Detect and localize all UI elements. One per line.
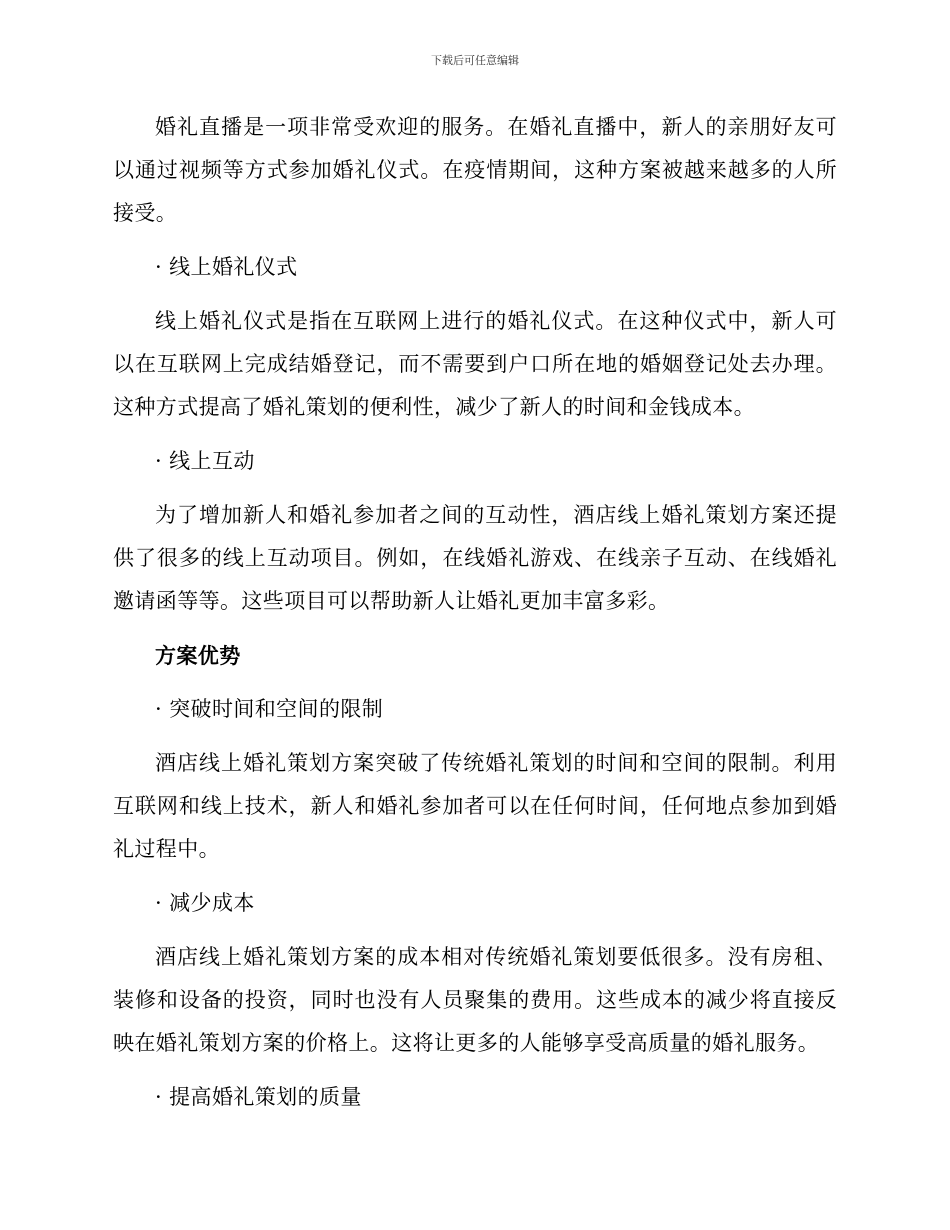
paragraph-online-interaction: 为了增加新人和婚礼参加者之间的互动性，酒店线上婚礼策划方案还提供了很多的线上互动项目。例如，在线婚礼游戏、在线亲子互动、在线婚礼邀请函等等。这些项目可以帮助新人让婚礼更加丰富多彩。 xyxy=(113,503,837,613)
page-header: 下载后可任意编辑 xyxy=(431,54,519,67)
paragraph-break-limits: 酒店线上婚礼策划方案突破了传统婚礼策划的时间和空间的限制。利用互联网和线上技术，新人和婚礼参加者可以在任何时间，任何地点参加到婚礼过程中。 xyxy=(113,751,837,861)
bullet-break-limits: · 突破时间和空间的限制 xyxy=(155,697,384,721)
bullet-reduce-cost: · 减少成本 xyxy=(155,891,255,915)
paragraph-wedding-livestream: 婚礼直播是一项非常受欢迎的服务。在婚礼直播中，新人的亲朋好友可以通过视频等方式参加婚礼仪式。在疫情期间，这种方案被越来越多的人所接受。 xyxy=(113,115,837,225)
document-body xyxy=(113,106,837,1130)
paragraph-online-ceremony: 线上婚礼仪式是指在互联网上进行的婚礼仪式。在这种仪式中，新人可以在互联网上完成结婚登记，而不需要到户口所在地的婚姻登记处去办理。这种方式提高了婚礼策划的便利性，减少了新人的时间和金钱成本。 xyxy=(113,309,837,419)
bullet-improve-quality: · 提高婚礼策划的质量 xyxy=(155,1085,362,1109)
bullet-online-ceremony: · 线上婚礼仪式 xyxy=(155,255,298,279)
paragraph-reduce-cost: 酒店线上婚礼策划方案的成本相对传统婚礼策划要低很多。没有房租、装修和设备的投资，同时也没有人员聚集的费用。这些成本的减少将直接反映在婚礼策划方案的价格上。这将让更多的人能够享受高质量的婚礼服务。 xyxy=(113,945,837,1055)
bullet-online-interaction: · 线上互动 xyxy=(155,449,255,473)
section-heading-advantages: 方案优势 xyxy=(155,643,241,668)
